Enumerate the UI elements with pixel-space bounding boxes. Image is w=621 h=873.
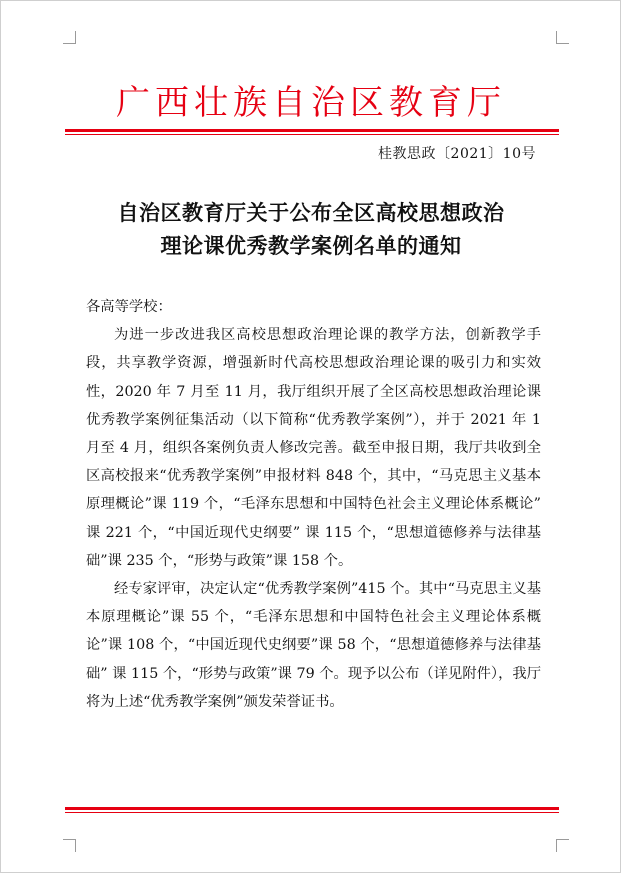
salutation: 各高等学校： [86,299,172,315]
notice-title [71,197,551,263]
notice-title-line-1: 自治区教育厅关于公布全区高校思想政治 [117,201,505,225]
crop-mark-bottom-right [556,839,569,852]
agency-letterhead: 广西壮族自治区教育厅 [116,83,506,123]
body-paragraph-1: 为进一步改进我区高校思想政治理论课的教学方法，创新教学手段，共享教学资源，增强新时代高校思想政治理论课的吸引力和实效性，2020 年 7 月至 11 月，我厅组织开展了全区高校思想政治理论课优秀教学案例征集活动（以下简称“优秀教学案例”），并于 2021 年 1 月至 4 月，组织各案例负责人修改完善。截至申报日期，我厅共收到全区高校报来“优秀教学案例”申报材料 848 个，其中，“马克思主义基本原理概论”课 119 个，“毛泽东思想和中国特色社会主义理论体系概论” 课 221 个，“中国近现代史纲要” 课 115 个，“思想道德修养与法律基础”课 235 个，“形势与政策”课 158 个。 [86,327,541,569]
document-number: 桂教思政〔2021〕10号 [378,146,536,162]
footer-divider-thick [65,807,559,810]
letterhead-divider-thick [65,129,559,132]
crop-mark-bottom-left [63,839,76,852]
crop-mark-top-right [556,31,569,44]
notice-body [86,293,541,716]
letterhead-divider-thin [65,134,559,135]
footer-divider-thin [65,812,559,813]
crop-mark-top-left [63,31,76,44]
body-paragraph-2: 经专家评审，决定认定“优秀教学案例”415 个。其中“马克思主义基本原理概论”课 55 个，“毛泽东思想和中国特色社会主义理论体系概论”课 108 个，“中国近现代史纲要”课 58 个，“思想道德修养与法律基础” 课 115 个，“形势与政策”课 79 个。现予以公布（详见附件），我厅将为上述“优秀教学案例”颁发荣誉证书。 [86,581,541,710]
notice-title-line-2: 理论课优秀教学案例名单的通知 [160,234,462,258]
